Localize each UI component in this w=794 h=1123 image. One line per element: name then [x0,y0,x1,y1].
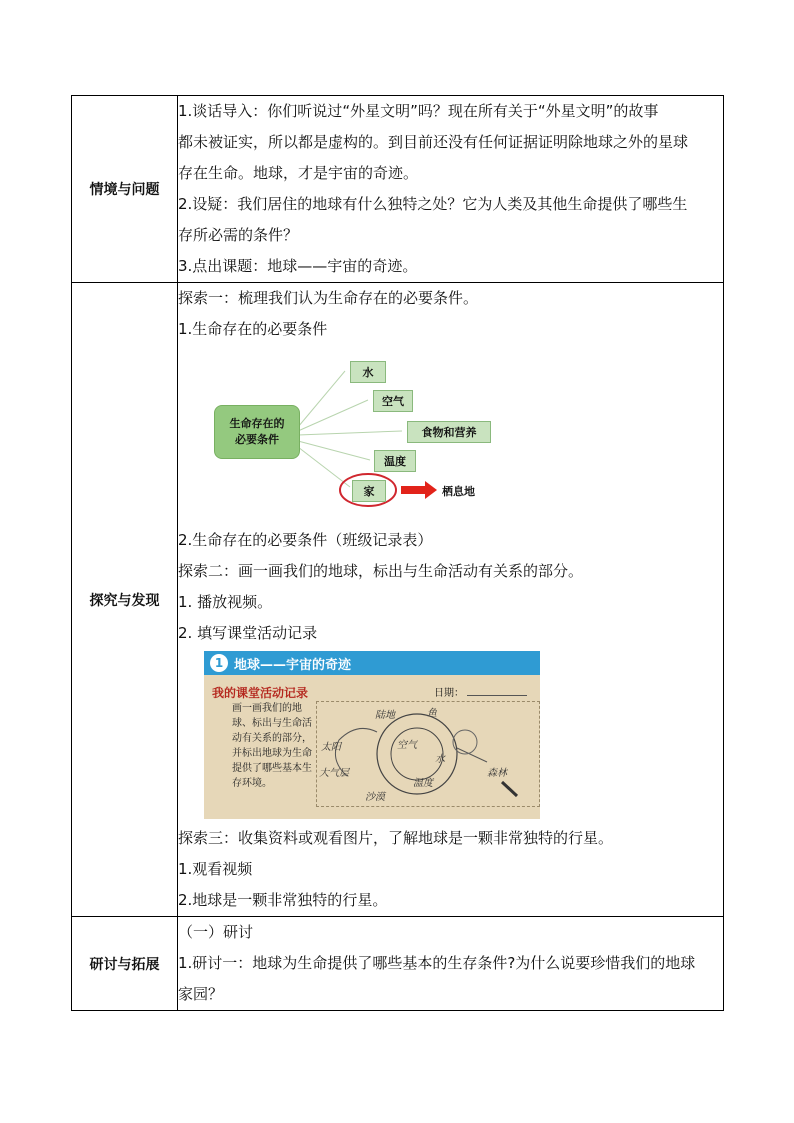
record-drawing-frame [316,701,540,807]
handwriting-label: 空气 [397,740,417,751]
text-line: 1. 播放视频。 [178,593,273,611]
branch-water: 水 [350,361,386,383]
text-line: 探索一：梳理我们认为生命存在的必要条件。 [178,289,479,307]
record-title: 地球——宇宙的奇迹 [234,657,352,673]
text-line: 探索三：收集资料或观看图片，了解地球是一颗非常独特的行星。 [178,829,614,847]
text-line: 1.研讨一：地球为生命提供了哪些基本的生存条件?为什么说要珍惜我们的地球 [178,954,696,972]
row-content-discussion [178,917,724,1011]
text-line: 3.点出课题：地球——宇宙的奇迹。 [178,257,418,275]
arrow-shaft [401,486,425,494]
life-conditions-diagram [180,347,480,519]
arrow-head [425,481,437,499]
row-label-discussion: 研讨与拓展 [72,917,178,1011]
activity-record-photo [204,651,540,819]
handwriting-label: 陆地 [375,710,395,721]
handwriting-label: 太阳 [321,742,341,753]
text-line: 存在生命。地球，才是宇宙的奇迹。 [178,164,419,182]
handwriting-label: 森林 [487,768,507,779]
pencil-icon [502,782,517,796]
record-banner [204,651,540,675]
text-line: 探索二：画一画我们的地球，标出与生命活动有关系的部分。 [178,562,584,580]
text-line: 1.观看视频 [178,860,253,878]
record-date-label: 日期： [434,688,464,699]
branch-temperature: 温度 [374,450,416,472]
text-line: 2.设疑：我们居住的地球有什么独特之处？它为人类及其他生命提供了哪些生 [178,195,688,213]
text-line: 存所必需的条件？ [178,226,299,244]
branch-food: 食物和营养 [407,421,491,443]
record-date-line [467,695,527,696]
sketch-stroke [453,730,477,754]
table-row [72,96,724,283]
branch-air: 空气 [373,390,413,412]
row-content-situation [178,96,724,283]
connector-line [298,441,370,460]
record-number-badge: 1 [210,654,228,672]
handwriting-label: 大气层 [319,768,349,779]
branch-home: 家 [352,480,386,502]
handwriting-label: 鱼 [427,708,437,719]
record-date [434,684,527,699]
root-label-line2: 必要条件 [235,433,279,446]
record-subtitle: 我的课堂活动记录 [212,686,309,700]
handwriting-label: 水 [435,754,445,765]
record-instruction: 画一画我们的地球、标出与生命活动有关系的部分，并标出地球为生命提供了哪些基本生存环境。 [232,703,312,789]
text-line: 1.谈话导入：你们听说过“外星文明”吗？现在所有关于“外星文明”的故事 [178,102,659,120]
row-label-explore: 探究与发现 [72,283,178,917]
handwriting-label: 温度 [413,778,433,789]
connector-line [298,431,402,435]
connector-line [298,371,345,427]
text-line: 2. 填写课堂活动记录 [178,624,318,642]
text-line: 1.生命存在的必要条件 [178,320,328,338]
text-line: 2.生命存在的必要条件（班级记录表） [178,531,433,549]
habitat-label: 栖息地 [442,485,475,498]
text-line: 家园？ [178,985,224,1003]
lesson-plan-table [71,95,724,1011]
text-line: （一）研讨 [178,923,254,941]
table-row [72,283,724,917]
diagram-root-node [214,405,300,459]
sketch-stroke [457,748,487,762]
connector-line [298,400,368,431]
text-line: 2.地球是一颗非常独特的行星。 [178,891,388,909]
root-label-line1: 生命存在的 [229,417,285,430]
text-line: 都未被证实，所以都是虚构的。到目前还没有任何证据证明除地球之外的星球 [178,133,689,151]
handwriting-label: 沙漠 [365,792,385,803]
table-row [72,917,724,1011]
row-content-explore [178,283,724,917]
row-label-situation: 情境与问题 [72,96,178,283]
